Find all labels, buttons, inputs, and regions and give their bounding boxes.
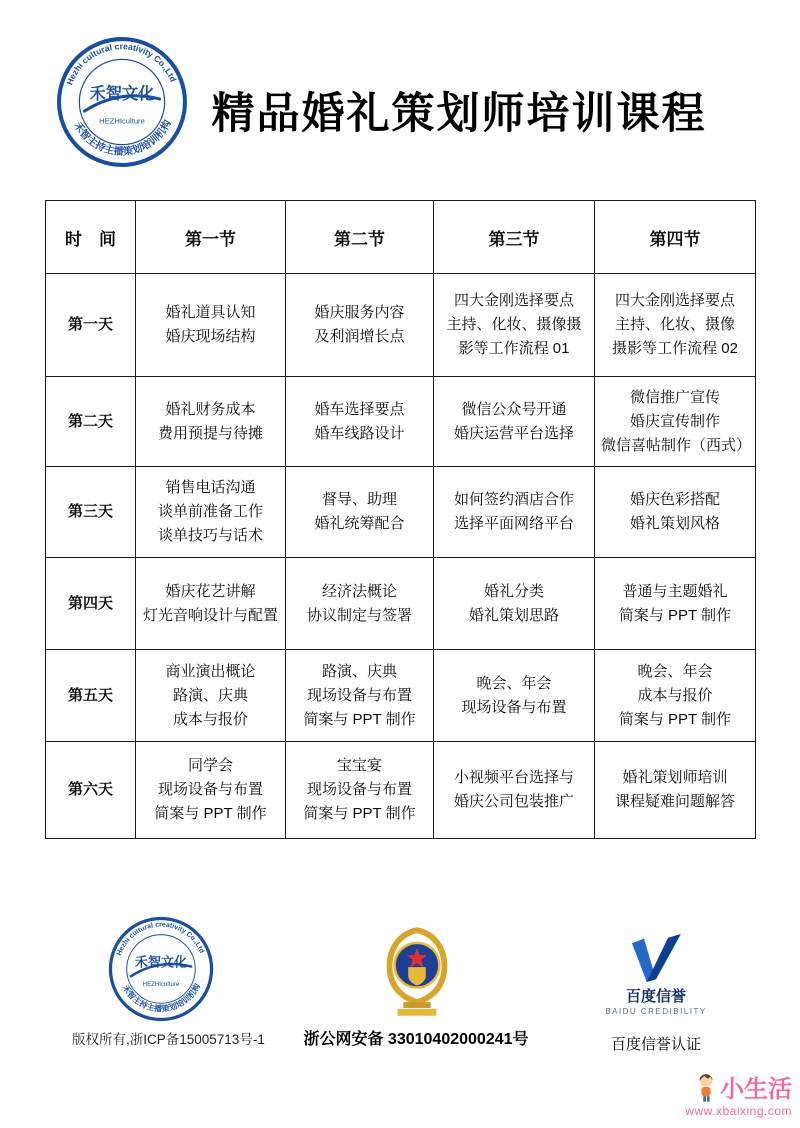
table-row-day3 bbox=[46, 467, 756, 558]
watermark bbox=[685, 1072, 792, 1118]
course-cell: 四大金刚选择要点 主持、化妆、摄像摄 影等工作流程 01 bbox=[434, 274, 595, 377]
watermark-site-name: 小生活 bbox=[720, 1076, 792, 1103]
day-label: 第五天 bbox=[46, 650, 136, 742]
course-cell: 婚礼分类 婚礼策划思路 bbox=[434, 558, 595, 650]
hezhi-logo-footer bbox=[108, 916, 214, 1022]
hezhi-logo bbox=[56, 36, 188, 168]
course-cell: 婚车选择要点 婚车线路设计 bbox=[286, 377, 434, 467]
course-cell: 微信公众号开通 婚庆运营平台选择 bbox=[434, 377, 595, 467]
day-label: 第四天 bbox=[46, 558, 136, 650]
mascot-icon bbox=[695, 1072, 717, 1102]
baidu-credibility-en: BAIDU CREDIBILITY bbox=[605, 1007, 707, 1016]
watermark-site-url: www.xbaixing.com bbox=[685, 1104, 792, 1118]
course-cell: 婚礼财务成本 费用预提与待摊 bbox=[136, 377, 286, 467]
course-cell: 微信推广宣传 婚庆宣传制作 微信喜帖制作（西式） bbox=[595, 377, 756, 467]
course-cell: 婚庆色彩搭配 婚礼策划风格 bbox=[595, 467, 756, 558]
page-title: 精品婚礼策划师培训课程 bbox=[211, 90, 707, 138]
table-row-day5 bbox=[46, 650, 756, 742]
col-header-session3: 第三节 bbox=[434, 201, 595, 274]
course-cell: 如何签约酒店合作 选择平面网络平台 bbox=[434, 467, 595, 558]
hezhi-stamp-icon bbox=[108, 916, 214, 1022]
course-cell: 经济法概论 协议制定与签署 bbox=[286, 558, 434, 650]
course-cell: 婚礼道具认知 婚庆现场结构 bbox=[136, 274, 286, 377]
course-cell: 督导、助理 婚礼统筹配合 bbox=[286, 467, 434, 558]
course-cell: 婚庆服务内容 及利润增长点 bbox=[286, 274, 434, 377]
table-header-row bbox=[46, 201, 756, 274]
logo-center-en: HEZHIculture bbox=[142, 981, 180, 989]
day-label: 第三天 bbox=[46, 467, 136, 558]
day-label: 第一天 bbox=[46, 274, 136, 377]
table-row-day4 bbox=[46, 558, 756, 650]
course-cell: 婚庆花艺讲解 灯光音响设计与配置 bbox=[136, 558, 286, 650]
table-row-day1 bbox=[46, 274, 756, 377]
col-header-session4: 第四节 bbox=[595, 201, 756, 274]
course-cell: 四大金刚选择要点 主持、化妆、摄像 摄影等工作流程 02 bbox=[595, 274, 756, 377]
hezhi-stamp-icon bbox=[56, 36, 188, 168]
course-schedule-table bbox=[45, 200, 756, 839]
table-row-day6 bbox=[46, 742, 756, 839]
course-cell: 婚礼策划师培训 课程疑难问题解答 bbox=[595, 742, 756, 839]
col-header-session1: 第一节 bbox=[136, 201, 286, 274]
copyright-text: 版权所有,浙ICP备15005713号-1 bbox=[72, 1032, 265, 1047]
logo-ring-text-en: Hezhi cultural creativity Co.,Ltd bbox=[115, 921, 206, 957]
baidu-v-icon bbox=[628, 934, 684, 982]
course-cell: 路演、庆典 现场设备与布置 简案与 PPT 制作 bbox=[286, 650, 434, 742]
logo-center-cn: 禾智文化 bbox=[89, 84, 155, 103]
course-cell: 小视频平台选择与 婚庆公司包装推广 bbox=[434, 742, 595, 839]
logo-center-en: HEZHIculture bbox=[99, 116, 145, 126]
baidu-credibility-cn: 百度信誉 bbox=[625, 988, 686, 1005]
col-header-session2: 第二节 bbox=[286, 201, 434, 274]
table-row-day2 bbox=[46, 377, 756, 467]
day-label: 第六天 bbox=[46, 742, 136, 839]
logo-ring-text-cn: 禾智主持主播策划培训机构 bbox=[120, 982, 203, 1014]
police-record-number: 浙公网安备 33010402000241号 bbox=[303, 1031, 529, 1048]
course-cell: 销售电话沟通 谈单前准备工作 谈单技巧与话术 bbox=[136, 467, 286, 558]
course-cell: 商业演出概论 路演、庆典 成本与报价 bbox=[136, 650, 286, 742]
logo-ring-text-en: Hezhi cultural creativity Co.,Ltd bbox=[64, 41, 179, 87]
day-label: 第二天 bbox=[46, 377, 136, 467]
logo-ring-text-cn: 禾智主持主播策划培训机构 bbox=[71, 118, 174, 159]
baidu-cert-text: 百度信誉认证 bbox=[610, 1036, 701, 1053]
col-header-time: 时 间 bbox=[46, 201, 136, 274]
course-cell: 晚会、年会 成本与报价 简案与 PPT 制作 bbox=[595, 650, 756, 742]
course-cell: 晚会、年会 现场设备与布置 bbox=[434, 650, 595, 742]
police-badge-icon bbox=[383, 926, 451, 1018]
course-cell: 普通与主题婚礼 简案与 PPT 制作 bbox=[595, 558, 756, 650]
course-cell: 宝宝宴 现场设备与布置 简案与 PPT 制作 bbox=[286, 742, 434, 839]
logo-center-cn: 禾智文化 bbox=[134, 954, 188, 970]
baidu-credibility-logo bbox=[597, 934, 715, 1016]
course-cell: 同学会 现场设备与布置 简案与 PPT 制作 bbox=[136, 742, 286, 839]
